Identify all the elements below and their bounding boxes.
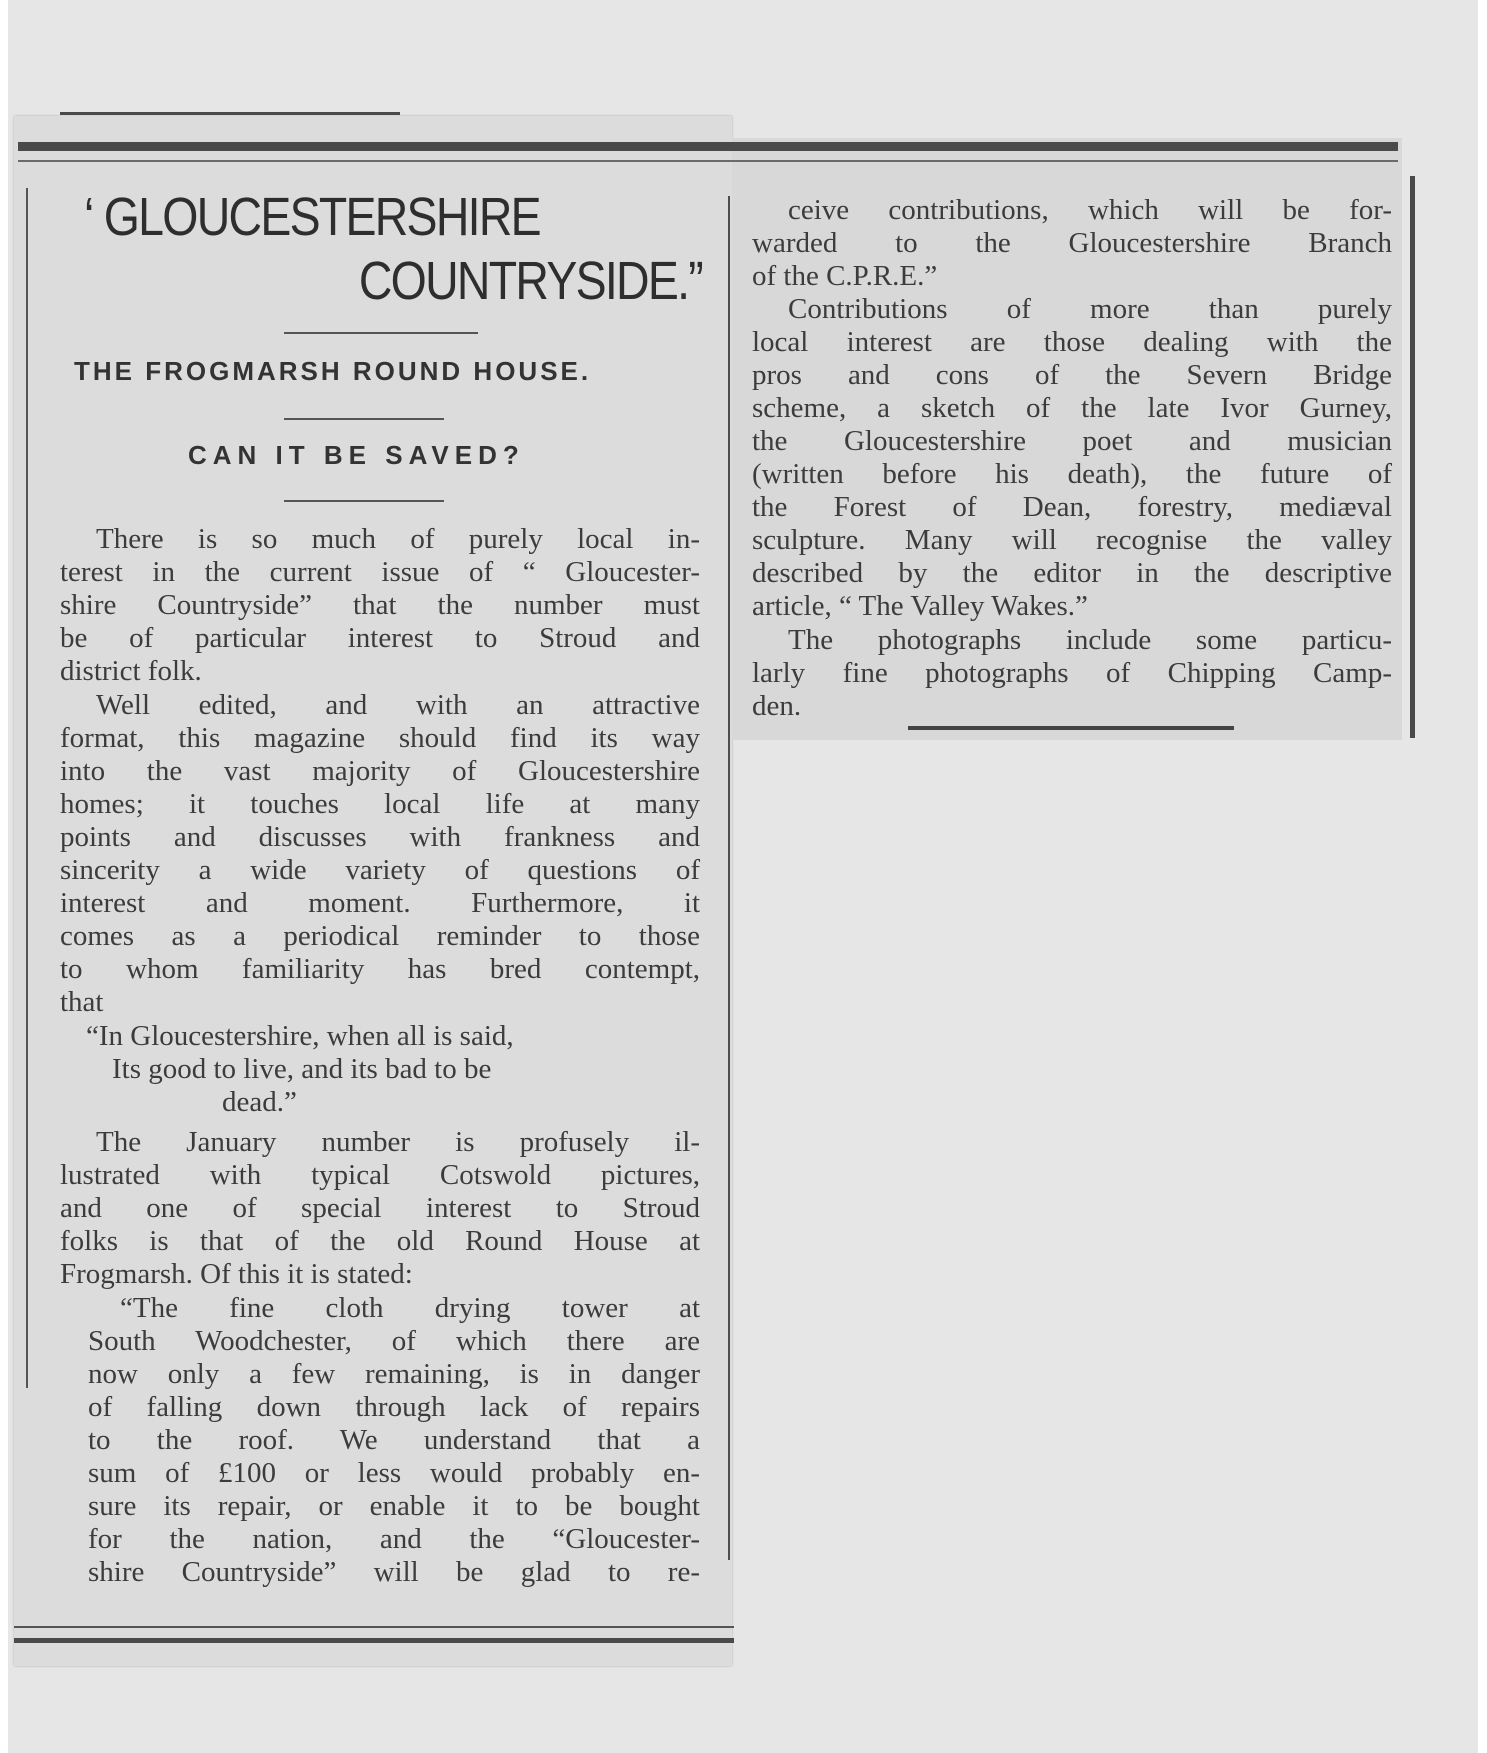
- body-line: scheme, a sketch of the late Ivor Gurney,: [752, 392, 1392, 424]
- article-title-line-1: ‘ GLOUCESTERSHIRE: [84, 187, 540, 247]
- body-line: article, “ The Valley Wakes.”: [752, 590, 1088, 622]
- bottom-heavy-rule: [14, 1638, 734, 1643]
- verse-line: dead.”: [222, 1086, 297, 1118]
- quoted-line: shire Countryside” will be glad to re-: [88, 1556, 700, 1588]
- body-line: folks is that of the old Round House at: [60, 1225, 700, 1257]
- column-divider: [728, 196, 730, 1560]
- bottom-thin-rule: [14, 1626, 734, 1628]
- quoted-line: of falling down through lack of repairs: [88, 1391, 700, 1423]
- quoted-line: South Woodchester, of which there are: [88, 1325, 700, 1357]
- body-line: comes as a periodical reminder to those: [60, 920, 700, 952]
- subheading-2: CAN IT BE SAVED?: [188, 440, 525, 470]
- body-line: into the vast majority of Gloucestershire: [60, 755, 700, 787]
- body-line: interest and moment. Furthermore, it: [60, 887, 700, 919]
- body-line: There is so much of purely local in-: [96, 523, 700, 555]
- body-line: The photographs include some particu-: [788, 624, 1392, 656]
- body-line: den.: [752, 690, 802, 722]
- left-margin-bar: [26, 188, 28, 1388]
- body-line: pros and cons of the Severn Bridge: [752, 359, 1392, 391]
- body-line: and one of special interest to Stroud: [60, 1192, 700, 1224]
- body-line: local interest are those dealing with the: [752, 326, 1392, 358]
- body-line: the Gloucestershire poet and musician: [752, 425, 1392, 457]
- quoted-line: sure its repair, or enable it to be bought: [88, 1490, 700, 1522]
- top-heavy-rule: [18, 142, 1398, 151]
- body-line: larly fine photographs of Chipping Camp-: [752, 657, 1392, 689]
- verse-line: “In Gloucestershire, when all is said,: [86, 1020, 514, 1052]
- quoted-line: for the nation, and the “Gloucester-: [88, 1523, 700, 1555]
- quoted-line: now only a few remaining, is in danger: [88, 1358, 700, 1390]
- body-line: be of particular interest to Stroud and: [60, 622, 700, 654]
- body-line: to whom familiarity has bred contempt,: [60, 953, 700, 985]
- body-line: the Forest of Dean, forestry, mediæval: [752, 491, 1392, 523]
- verse-line: Its good to live, and its bad to be: [112, 1053, 492, 1085]
- body-line: warded to the Gloucestershire Branch: [752, 227, 1392, 259]
- body-line: ceive contributions, which will be for-: [788, 194, 1392, 226]
- body-line: of the C.P.R.E.”: [752, 260, 938, 292]
- quoted-line: to the roof. We understand that a: [88, 1424, 700, 1456]
- body-line: (written before his death), the future of: [752, 458, 1392, 490]
- subheading-rule-2: [284, 500, 444, 502]
- body-line: format, this magazine should find its way: [60, 722, 700, 754]
- torn-top-rule: [60, 112, 400, 115]
- title-rule: [284, 332, 478, 334]
- body-line: that: [60, 986, 104, 1018]
- body-line: Frogmarsh. Of this it is stated:: [60, 1258, 413, 1290]
- article-title-line-2: COUNTRYSIDE.”: [358, 251, 702, 311]
- body-line: described by the editor in the descriptive: [752, 557, 1392, 589]
- body-line: lustrated with typical Cotswold pictures,: [60, 1159, 700, 1191]
- subheading-rule-1: [284, 418, 444, 420]
- body-line: shire Countryside” that the number must: [60, 589, 700, 621]
- body-line: sincerity a wide variety of questions of: [60, 854, 700, 886]
- body-line: homes; it touches local life at many: [60, 788, 700, 820]
- body-line: district folk.: [60, 655, 202, 687]
- body-line: sculpture. Many will recognise the valley: [752, 524, 1392, 556]
- body-line: Contributions of more than purely: [788, 293, 1392, 325]
- quoted-line: “The fine cloth drying tower at: [120, 1292, 700, 1324]
- quoted-line: sum of £100 or less would probably en-: [88, 1457, 700, 1489]
- top-thin-rule: [18, 160, 1398, 162]
- body-line: Well edited, and with an attractive: [96, 689, 700, 721]
- body-line: points and discusses with frankness and: [60, 821, 700, 853]
- body-line: The January number is profusely il-: [96, 1126, 700, 1158]
- right-edge-bar: [1410, 176, 1415, 738]
- subheading: THE FROGMARSH ROUND HOUSE.: [74, 356, 592, 386]
- article-end-rule: [908, 726, 1234, 730]
- body-line: terest in the current issue of “ Gloucester-: [60, 556, 700, 588]
